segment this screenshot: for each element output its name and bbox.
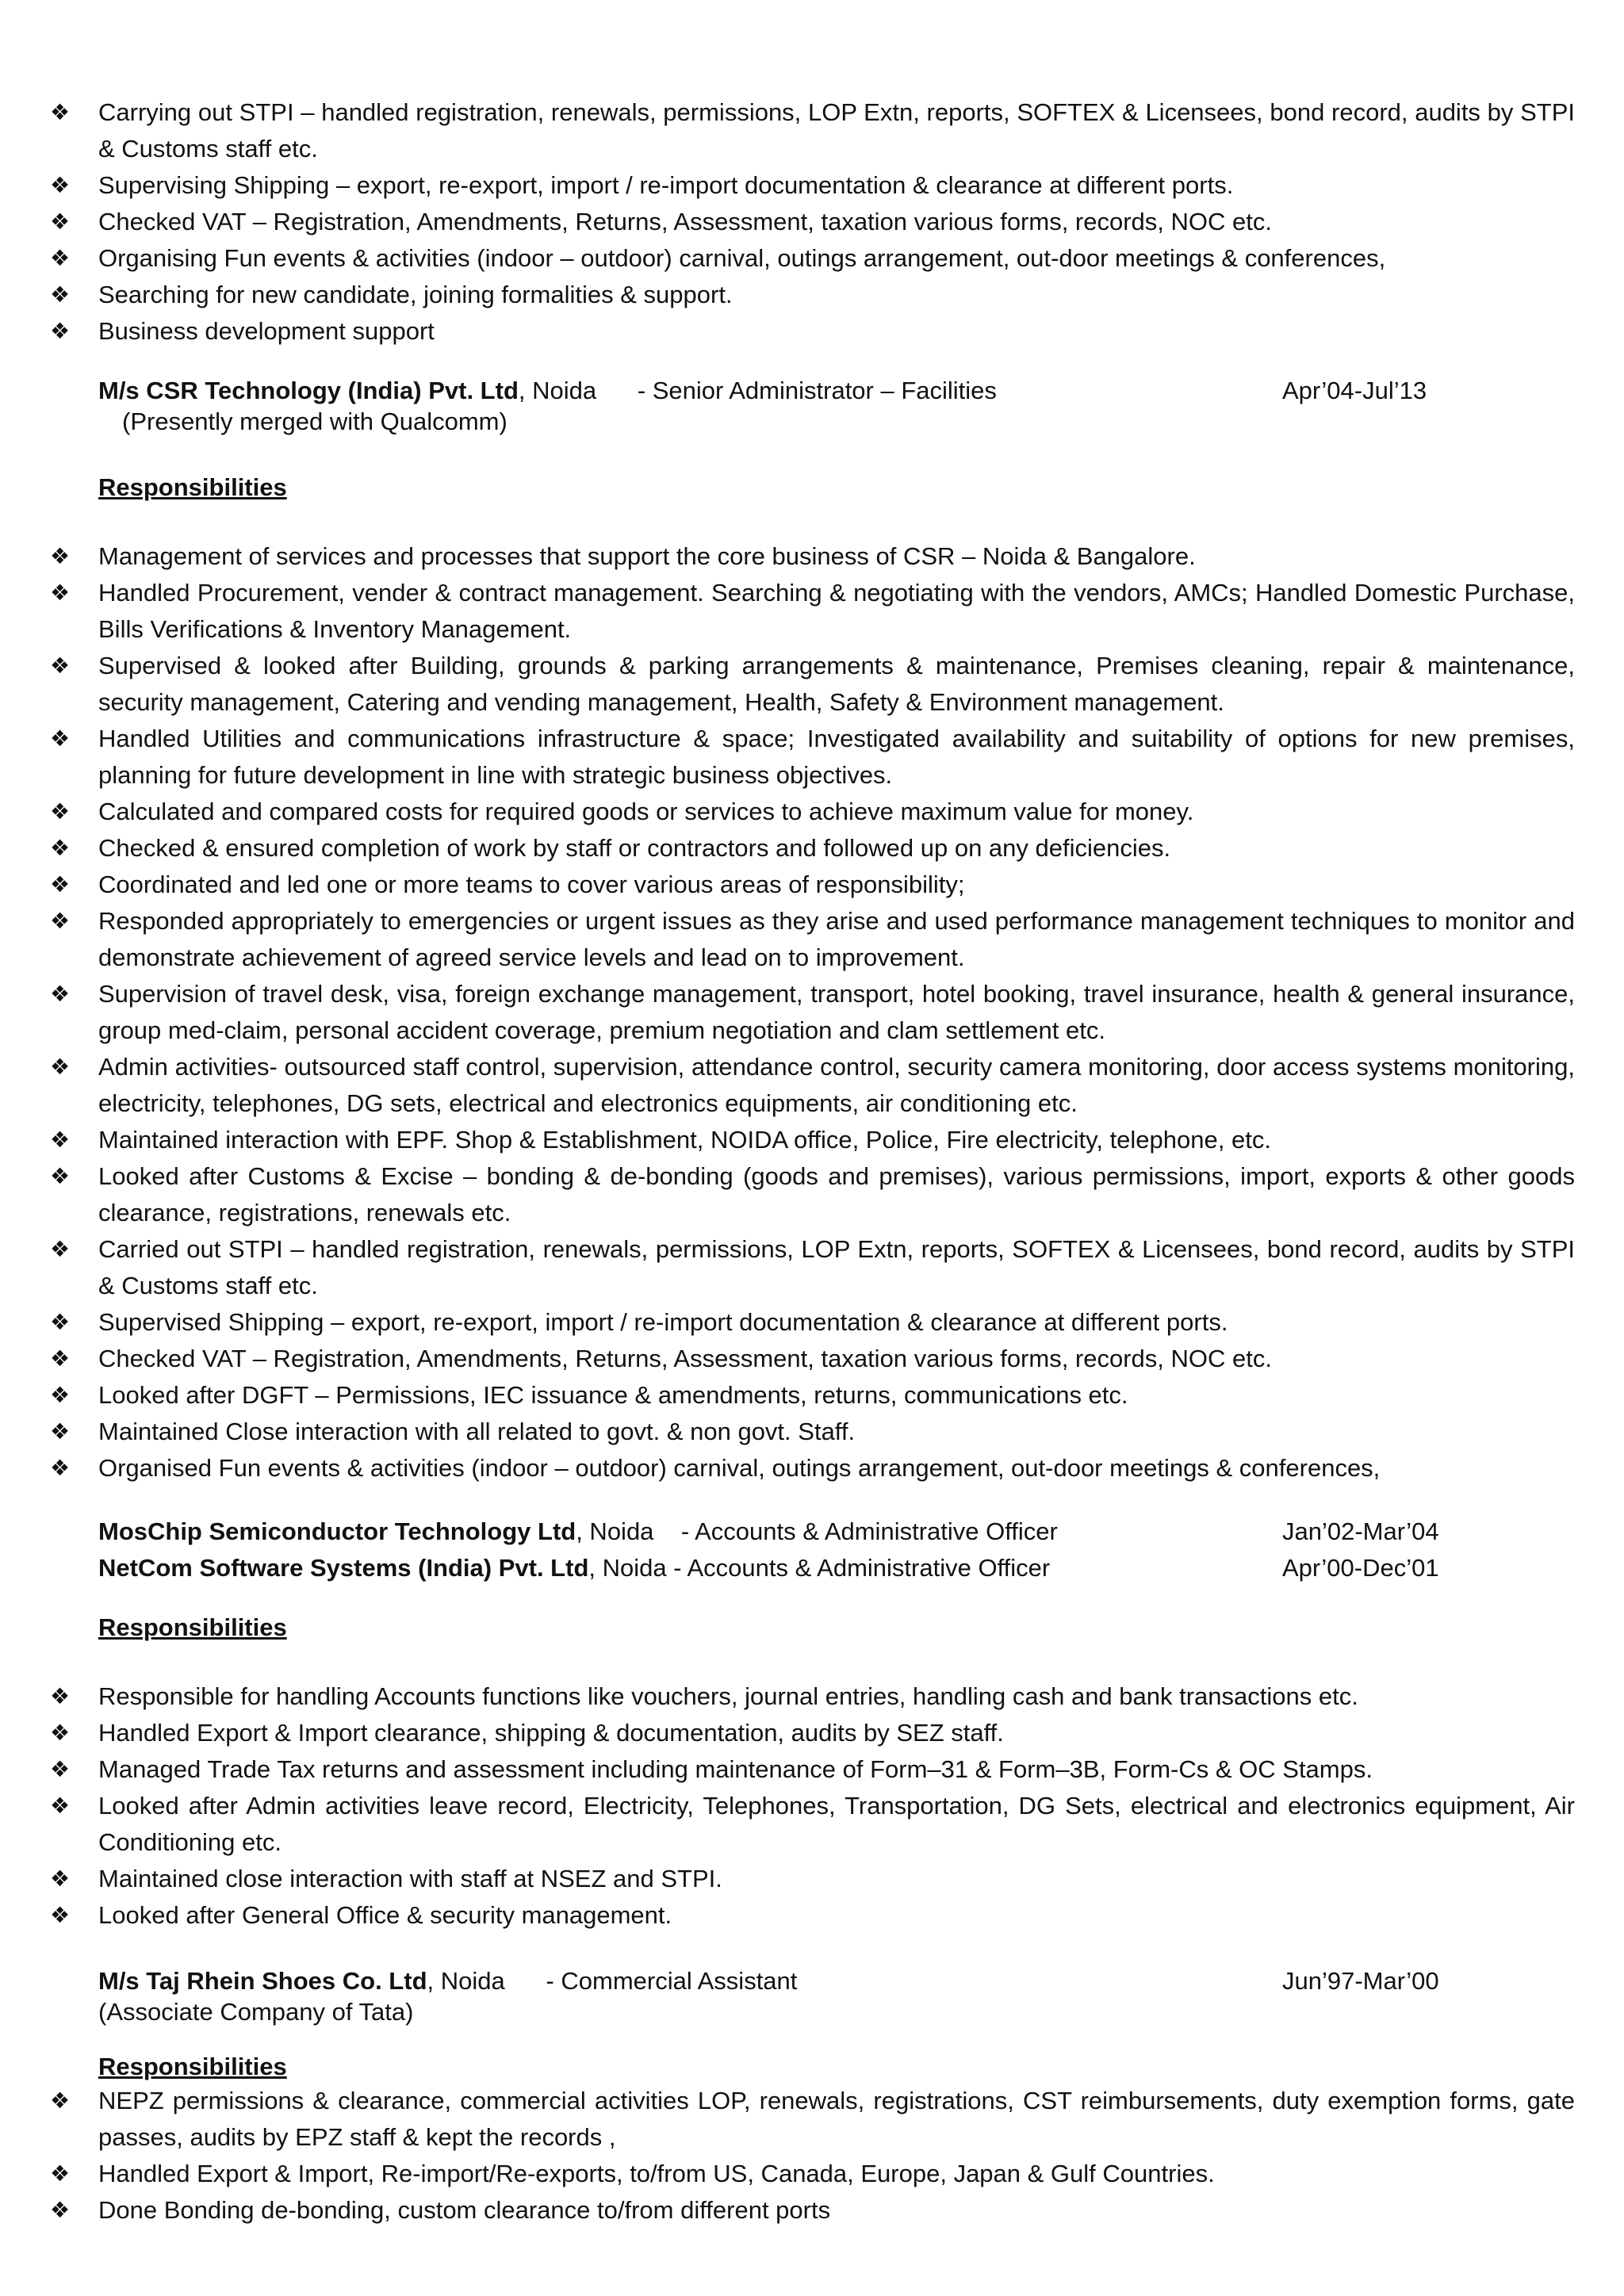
list-item <box>50 648 1575 721</box>
job-csr-location: , Noida <box>518 377 597 404</box>
diamond-bullet-icon: ❖ <box>50 245 71 271</box>
list-item-text: Handled Procurement, vender & contract management. Searching & negotiating with the vendors, AMCs; Handled Domestic Purchase, Bills Verifications & Inventory Management. <box>98 579 1575 643</box>
diamond-bullet-icon: ❖ <box>50 1720 71 1746</box>
list-item-text: Checked & ensured completion of work by staff or contractors and followed up on any deficiencies. <box>98 834 1171 862</box>
list-item <box>50 1341 1575 1377</box>
diamond-bullet-icon: ❖ <box>50 725 71 752</box>
job-moschip-company: MosChip Semiconductor Technology Ltd <box>98 1517 576 1545</box>
list-item-text: Handled Utilities and communications infrastructure & space; Investigated availability and suitability of options for new premises, planning for future development in line with strategic business objectives. <box>98 725 1575 789</box>
job-csr-left <box>98 375 1282 407</box>
list-item <box>50 1897 1575 1934</box>
list-item-text: Admin activities- outsourced staff control, supervision, attendance control, security camera monitoring, door access systems monitoring, electricity, telephones, DG sets, electrical and electronics equipments, air conditioning etc. <box>98 1053 1575 1117</box>
job-netcom-dates: Apr’00-Dec’01 <box>1282 1554 1439 1582</box>
job-netcom <box>50 1550 1575 1934</box>
list-item-text: Looked after General Office & security management. <box>98 1901 672 1929</box>
list-item-text: Supervised & looked after Building, grounds & parking arrangements & maintenance, Premises cleaning, repair & maintenance, security management, Catering and vending management, Health, Safety & Environment management. <box>98 652 1575 716</box>
job-moschip-location: , Noida <box>576 1517 654 1545</box>
list-item <box>50 240 1575 277</box>
job-taj-header <box>98 1965 1575 1997</box>
diamond-bullet-icon: ❖ <box>50 2087 71 2114</box>
diamond-bullet-icon: ❖ <box>50 281 71 308</box>
job-moschip <box>98 1513 1575 1550</box>
list-item-text: Coordinated and led one or more teams to cover various areas of responsibility; <box>98 871 965 898</box>
diamond-bullet-icon: ❖ <box>50 1683 71 1709</box>
diamond-bullet-icon: ❖ <box>50 1236 71 1262</box>
list-item-text: Carried out STPI – handled registration, renewals, permissions, LOP Extn, reports, SOFTEX & Licensees, bond record, audits by STPI & Customs staff etc. <box>98 1235 1575 1299</box>
list-item-text: Supervised Shipping – export, re-export, import / re-import documentation & clearance at different ports. <box>98 1308 1228 1336</box>
job-netcom-header <box>98 1550 1575 1586</box>
diamond-bullet-icon: ❖ <box>50 1902 71 1928</box>
list-item <box>50 794 1575 830</box>
list-item <box>50 2192 1575 2229</box>
list-item-text: Maintained interaction with EPF. Shop & Establishment, NOIDA office, Police, Fire electricity, telephone, etc. <box>98 1126 1271 1154</box>
list-item-text: NEPZ permissions & clearance, commercial activities LOP, renewals, registrations, CST reimbursements, duty exemption forms, gate passes, audits by EPZ staff & kept the records , <box>98 2087 1575 2151</box>
list-item-text: Organising Fun events & activities (indoor – outdoor) carnival, outings arrangement, out-door meetings & conferences, <box>98 244 1386 272</box>
list-item <box>50 1751 1575 1788</box>
diamond-bullet-icon: ❖ <box>50 1418 71 1445</box>
job-csr-company: M/s CSR Technology (India) Pvt. Ltd <box>98 377 519 404</box>
diamond-bullet-icon: ❖ <box>50 1866 71 1892</box>
diamond-bullet-icon: ❖ <box>50 1345 71 1372</box>
list-item <box>50 976 1575 1049</box>
list-item <box>50 721 1575 794</box>
diamond-bullet-icon: ❖ <box>50 318 71 344</box>
job-csr-header <box>98 375 1575 407</box>
list-item <box>50 575 1575 648</box>
list-item-text: Handled Export & Import clearance, shipping & documentation, audits by SEZ staff. <box>98 1719 1004 1747</box>
list-item-text: Checked VAT – Registration, Amendments, Returns, Assessment, taxation various forms, records, NOC etc. <box>98 208 1272 235</box>
job-csr-role: - Senior Administrator – Facilities <box>637 377 997 404</box>
diamond-bullet-icon: ❖ <box>50 798 71 825</box>
job-moschip-dates: Jan’02-Mar’04 <box>1282 1517 1439 1545</box>
job-moschip-left <box>98 1513 1282 1550</box>
list-item-text: Done Bonding de-bonding, custom clearance to/from different ports <box>98 2196 831 2224</box>
list-item-text: Management of services and processes that support the core business of CSR – Noida & Bangalore. <box>98 542 1196 570</box>
diamond-bullet-icon: ❖ <box>50 209 71 235</box>
diamond-bullet-icon: ❖ <box>50 543 71 569</box>
job-taj-company: M/s Taj Rhein Shoes Co. Ltd <box>98 1967 427 1995</box>
diamond-bullet-icon: ❖ <box>50 1793 71 1819</box>
list-item <box>50 538 1575 575</box>
diamond-bullet-icon: ❖ <box>50 2160 71 2187</box>
job-csr <box>50 375 1575 1487</box>
list-item <box>50 1861 1575 1897</box>
diamond-bullet-icon: ❖ <box>50 580 71 606</box>
diamond-bullet-icon: ❖ <box>50 835 71 861</box>
diamond-bullet-icon: ❖ <box>50 908 71 934</box>
job-csr-responsibilities-title: Responsibilities <box>98 473 287 501</box>
job-netcom-responsibilities-title: Responsibilities <box>98 1613 287 1641</box>
job-netcom-list <box>50 1678 1575 1934</box>
diamond-bullet-icon: ❖ <box>50 1163 71 1189</box>
list-item-text: Searching for new candidate, joining formalities & support. <box>98 281 733 308</box>
list-item <box>50 1122 1575 1158</box>
job-csr-list <box>50 538 1575 1487</box>
diamond-bullet-icon: ❖ <box>50 1127 71 1153</box>
job-csr-note: (Presently merged with Qualcomm) <box>122 408 508 435</box>
list-item <box>50 903 1575 976</box>
diamond-bullet-icon: ❖ <box>50 1382 71 1408</box>
job-taj-list <box>50 2083 1575 2229</box>
section1-list <box>50 94 1575 350</box>
diamond-bullet-icon: ❖ <box>50 981 71 1007</box>
list-item <box>50 1304 1575 1341</box>
job-taj-dates: Jun’97-Mar’00 <box>1282 1967 1439 1995</box>
diamond-bullet-icon: ❖ <box>50 1309 71 1335</box>
list-item <box>50 277 1575 313</box>
job-netcom-company: NetCom Software Systems (India) Pvt. Ltd <box>98 1554 589 1582</box>
list-item <box>50 1450 1575 1487</box>
job-moschip-role: - Accounts & Administrative Officer <box>680 1517 1058 1545</box>
list-item-text: Looked after Customs & Excise – bonding & de-bonding (goods and premises), various permissions, import, exports & other goods clearance, registrations, renewals etc. <box>98 1162 1575 1226</box>
diamond-bullet-icon: ❖ <box>50 172 71 198</box>
list-item <box>50 1715 1575 1751</box>
list-item-text: Looked after Admin activities leave record, Electricity, Telephones, Transportation, DG Sets, electrical and electronics equipment, Air Conditioning etc. <box>98 1792 1575 1856</box>
list-item-text: Supervising Shipping – export, re-export, import / re-import documentation & clearance at different ports. <box>98 171 1234 199</box>
job-netcom-left <box>98 1550 1282 1586</box>
diamond-bullet-icon: ❖ <box>50 99 71 125</box>
list-item <box>50 867 1575 903</box>
job-csr-dates: Apr’04-Jul’13 <box>1282 377 1427 404</box>
job-taj-location: , Noida <box>427 1967 505 1995</box>
diamond-bullet-icon: ❖ <box>50 1054 71 1080</box>
list-item-text: Maintained Close interaction with all related to govt. & non govt. Staff. <box>98 1418 856 1445</box>
job-taj-note: (Associate Company of Tata) <box>98 1998 414 2026</box>
list-item <box>50 167 1575 204</box>
list-item <box>50 94 1575 167</box>
resume-content <box>50 94 1575 2229</box>
diamond-bullet-icon: ❖ <box>50 652 71 679</box>
list-item-text: Responded appropriately to emergencies or urgent issues as they arise and used performance management techniques to monitor and demonstrate achievement of agreed service levels and lead on to improvement. <box>98 907 1575 971</box>
list-item-text: Organised Fun events & activities (indoor – outdoor) carnival, outings arrangement, out-door meetings & conferences, <box>98 1454 1381 1482</box>
job-taj-left <box>98 1965 1282 1997</box>
list-item-text: Supervision of travel desk, visa, foreign exchange management, transport, hotel booking, travel insurance, health & general insurance, group med-claim, personal accident coverage, premium negotiation and clam settlement etc. <box>98 980 1575 1044</box>
list-item <box>50 1049 1575 1122</box>
list-item-text: Maintained close interaction with staff at NSEZ and STPI. <box>98 1865 722 1892</box>
list-item-text: Handled Export & Import, Re-import/Re-exports, to/from US, Canada, Europe, Japan & Gulf Countries. <box>98 2160 1215 2187</box>
list-item <box>50 313 1575 350</box>
job-moschip-header <box>98 1513 1575 1550</box>
diamond-bullet-icon: ❖ <box>50 2197 71 2223</box>
job-netcom-location: , Noida <box>588 1554 667 1582</box>
list-item <box>50 830 1575 867</box>
list-item <box>50 2083 1575 2156</box>
job-taj <box>50 1965 1575 2229</box>
job-netcom-role: - Accounts & Administrative Officer <box>673 1554 1051 1582</box>
diamond-bullet-icon: ❖ <box>50 1455 71 1481</box>
job-taj-responsibilities-title: Responsibilities <box>98 2053 287 2080</box>
list-item <box>50 1414 1575 1450</box>
list-item <box>50 2156 1575 2192</box>
list-item-text: Checked VAT – Registration, Amendments, Returns, Assessment, taxation various forms, records, NOC etc. <box>98 1345 1272 1372</box>
job-taj-role: - Commercial Assistant <box>546 1967 798 1995</box>
list-item <box>50 204 1575 240</box>
list-item-text: Carrying out STPI – handled registration, renewals, permissions, LOP Extn, reports, SOFTEX & Licensees, bond record, audits by STPI & Customs staff etc. <box>98 98 1575 163</box>
list-item-text: Managed Trade Tax returns and assessment including maintenance of Form–31 & Form–3B, Form-Cs & OC Stamps. <box>98 1755 1373 1783</box>
list-item <box>50 1377 1575 1414</box>
list-item <box>50 1788 1575 1861</box>
list-item <box>50 1678 1575 1715</box>
diamond-bullet-icon: ❖ <box>50 1756 71 1782</box>
list-item-text: Business development support <box>98 317 435 345</box>
list-item-text: Calculated and compared costs for required goods or services to achieve maximum value for money. <box>98 798 1194 825</box>
list-item <box>50 1158 1575 1231</box>
list-item-text: Responsible for handling Accounts functions like vouchers, journal entries, handling cash and bank transactions etc. <box>98 1682 1358 1710</box>
diamond-bullet-icon: ❖ <box>50 871 71 897</box>
list-item-text: Looked after DGFT – Permissions, IEC issuance & amendments, returns, communications etc. <box>98 1381 1128 1409</box>
list-item <box>50 1231 1575 1304</box>
